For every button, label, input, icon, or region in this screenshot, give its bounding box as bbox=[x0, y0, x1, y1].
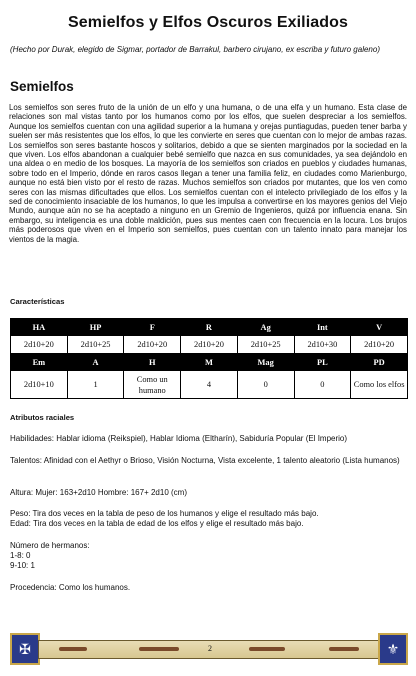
left-emblem-icon: ✠ bbox=[10, 633, 40, 665]
stat-value: 2d10+20 bbox=[351, 336, 408, 354]
stat-header: Int bbox=[294, 319, 351, 336]
talents-text: Talentos: Afinidad con el Aethyr o Brioso, Visión Nocturna, Vista excelente, 1 talento aleatorio (Lista humanos) bbox=[10, 456, 400, 465]
stat-value: 2d10+25 bbox=[237, 336, 294, 354]
stat-value: 2d10+20 bbox=[181, 336, 238, 354]
stat-header: R bbox=[181, 319, 238, 336]
stat-header: F bbox=[124, 319, 181, 336]
description-paragraph: Los semielfos son seres fruto de la unión de un elfo y una humana, o de una elfa y un humano. Esta clase de relaciones son mal vistas tanto por los humanos como por los elfos, que suelen despreciar a los semielfos. Aunque los semielfos cuentan con una agilidad superior a la humana y orejas puntiagudas, pueden tener barba y suelen ser más resistentes que los elfos, lo que les convierte en seres que cuentan con lo mejor de ambas razas. Los semielfos son seres bastante hoscos y solitarios, debido a que se sienten marginados por la sociedad en la que viven. Los elfos abandonan a cualquier bebé semielfo que nazca en sus comunidades, ya sea dejándolo en una aldea o en medio de los bosques. La mayoría de los semielfos son criados en pueblos y ciudades humanas, sobre todo en el Imperio, dónde en raros casos llegan a tener una familia feliz, en ciudades como Marienburgo, aunque no está bien visto por el resto de razas. Muchos semielfos son criados por mutantes, que los ven como seres con las mismas dificultades que ellos. Los semielfos cuentan con el intelecto privilegiado de los elfos y la sed de conocimiento insaciable de los humanos, lo que les impulsa a convertirse en los mayores genios del Viejo Mundo, aunque aún no se ha aceptado a ninguno en un Gremio de Ingenieros, quizá por influencia enana. Sin embargo, su inteligencia es una doble maldición, pues sus mentes caen con frecuencia en la locura. Los brujos más poderosos que viven en el Imperio son semielfos, pues cuentan con un talento innato para manejar los vientos de la magia. bbox=[9, 103, 407, 244]
page-number: 2 bbox=[208, 644, 212, 653]
stats-header-row-1 bbox=[11, 319, 408, 336]
characteristics-label: Características bbox=[10, 297, 65, 306]
stats-value-row-2 bbox=[11, 371, 408, 399]
stat-value: 2d10+20 bbox=[124, 336, 181, 354]
siblings-row: 9-10: 1 bbox=[10, 561, 35, 570]
stat-value: Como un humano bbox=[124, 371, 181, 399]
footer-ribbon bbox=[38, 640, 382, 659]
skills-text: Habilidades: Hablar idioma (Reikspiel), Hablar Idioma (Eltharín), Sabiduría Popular (El Imperio) bbox=[10, 434, 348, 443]
right-emblem-icon: ⚜ bbox=[378, 633, 408, 665]
stat-header: H bbox=[124, 354, 181, 371]
stat-header: Ag bbox=[237, 319, 294, 336]
age-text: Edad: Tira dos veces en la tabla de edad de los elfos y elige el resultado más bajo. bbox=[10, 519, 304, 528]
page-footer bbox=[10, 633, 408, 667]
stat-header: M bbox=[181, 354, 238, 371]
origin-text: Procedencia: Como los humanos. bbox=[10, 583, 131, 592]
stat-header: HP bbox=[67, 319, 124, 336]
stat-header: PL bbox=[294, 354, 351, 371]
stat-header: HA bbox=[11, 319, 68, 336]
stat-header: V bbox=[351, 319, 408, 336]
siblings-row: 1-8: 0 bbox=[10, 551, 31, 560]
stat-value: 4 bbox=[181, 371, 238, 399]
stats-value-row-1 bbox=[11, 336, 408, 354]
stats-header-row-2 bbox=[11, 354, 408, 371]
stat-value: 2d10+30 bbox=[294, 336, 351, 354]
stats-table bbox=[10, 318, 408, 399]
stat-value: 2d10+25 bbox=[67, 336, 124, 354]
byline: (Hecho por Durak, elegido de Sigmar, portador de Barrakul, barbero cirujano, ex escriba y futuro galeno) bbox=[10, 45, 380, 54]
stat-value: 0 bbox=[294, 371, 351, 399]
stat-value: 0 bbox=[237, 371, 294, 399]
siblings-title: Número de hermanos: bbox=[10, 541, 90, 550]
stat-value: Como los elfos bbox=[351, 371, 408, 399]
stat-header: Em bbox=[11, 354, 68, 371]
stat-header: Mag bbox=[237, 354, 294, 371]
stat-value: 2d10+20 bbox=[11, 336, 68, 354]
stat-value: 1 bbox=[67, 371, 124, 399]
stat-value: 2d10+10 bbox=[11, 371, 68, 399]
document-title: Semielfos y Elfos Oscuros Exiliados bbox=[67, 14, 349, 31]
height-text: Altura: Mujer: 163+2d10 Hombre: 167+ 2d10 (cm) bbox=[10, 488, 187, 497]
section-title: Semielfos bbox=[10, 79, 74, 94]
weight-text: Peso: Tira dos veces en la tabla de peso de los humanos y elige el resultado más bajo. bbox=[10, 509, 319, 518]
stat-header: A bbox=[67, 354, 124, 371]
stat-header: PD bbox=[351, 354, 408, 371]
attributes-label: Atributos raciales bbox=[10, 413, 75, 422]
